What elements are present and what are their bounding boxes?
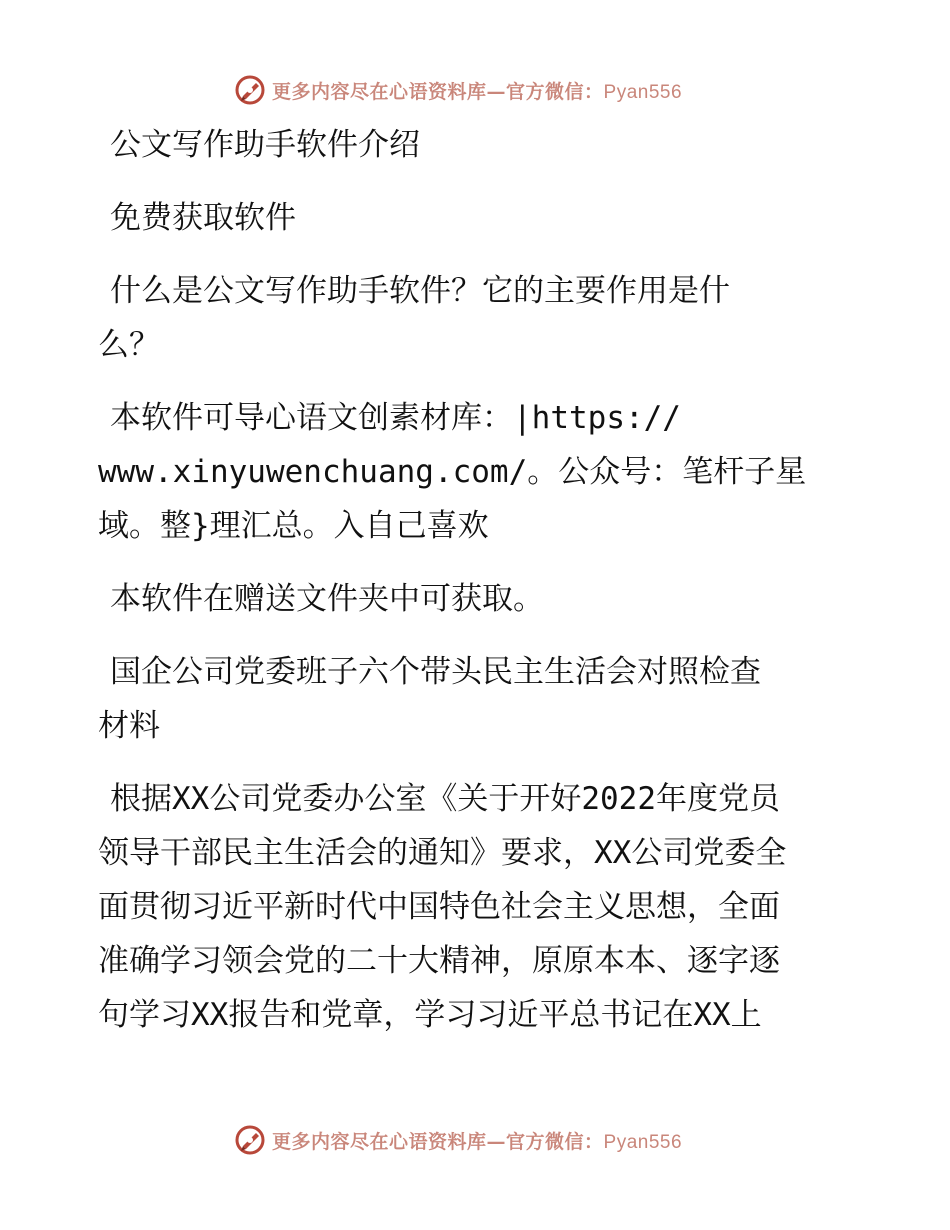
paragraph-body (98, 772, 858, 1042)
paragraph-title (98, 118, 858, 172)
paragraph-source (98, 391, 858, 553)
text-line: 免费获取软件 (110, 200, 296, 236)
watermark-caption: 更多内容尽在心语资料库—官方微信： (272, 80, 604, 103)
text-line: 领导干部民主生活会的通知》要求，XX公司党委全 (98, 835, 787, 871)
text-line: 准确学习领会党的二十大精神，原原本本、逐字逐 (98, 943, 780, 979)
footer-watermark (234, 1120, 754, 1160)
watermark-caption: 更多内容尽在心语资料库—官方微信： (272, 1130, 604, 1153)
pen-circle-logo-icon (234, 1124, 266, 1156)
watermark-wechat-id: Pyan556 (603, 1131, 683, 1153)
watermark-wechat-id: Pyan556 (603, 81, 683, 103)
watermark-text (272, 77, 682, 104)
text-line: 域。整}理汇总。入自己喜欢 (98, 508, 489, 544)
text-line: 国企公司党委班子六个带头民主生活会对照检查 (110, 654, 761, 690)
text-line: 公文写作助手软件介绍 (110, 127, 420, 163)
text-line: 什么是公文写作助手软件？它的主要作用是什 (110, 273, 730, 309)
text-line: 本软件可导心语文创素材库：|https:// (110, 400, 681, 436)
text-line: 本软件在赠送文件夹中可获取。 (110, 581, 544, 617)
header-watermark (234, 70, 754, 110)
text-line: 材料 (98, 708, 160, 744)
text-line: 句学习XX报告和党章，学习习近平总书记在XX上 (98, 997, 762, 1033)
document-body (98, 118, 858, 1061)
watermark-text (272, 1127, 682, 1154)
paragraph-free-download (98, 191, 858, 245)
pen-circle-logo-icon (234, 74, 266, 106)
paragraph-section-heading (98, 645, 858, 753)
paragraph-question (98, 264, 858, 372)
text-line: 根据XX公司党委办公室《关于开好2022年度党员 (110, 781, 780, 817)
text-line: www.xinyuwenchuang.com/。公众号：笔杆子星 (98, 454, 807, 490)
paragraph-gift-folder (98, 572, 858, 626)
text-line: 面贯彻习近平新时代中国特色社会主义思想，全面 (98, 889, 780, 925)
text-line: 么？ (98, 327, 160, 363)
